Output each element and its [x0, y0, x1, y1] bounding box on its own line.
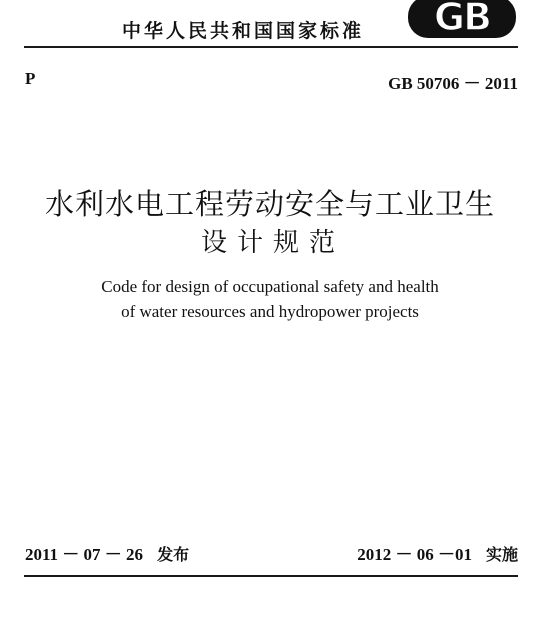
implement-date: 2012 － 06 －01 — [357, 545, 472, 564]
bottom-rule — [24, 575, 518, 577]
implement-date-block — [357, 540, 518, 565]
gb-logo-text: GB — [433, 0, 491, 39]
issue-date: 2011 － 07 － 26 — [25, 545, 144, 564]
issue-label: 发布 — [157, 545, 190, 564]
implement-label: 实施 — [485, 545, 518, 564]
category-code: P — [25, 69, 36, 88]
english-title-line1: Code for design of occupational safety and health — [101, 277, 439, 296]
top-rule — [24, 46, 518, 48]
english-title — [0, 274, 540, 324]
gb-logo — [406, 0, 518, 40]
standard-number: GB 50706 － 2011 — [388, 74, 518, 93]
standard-type-label: 中华人民共和国国家标准 — [122, 20, 365, 42]
issue-date-block — [25, 540, 189, 565]
chinese-title-line2: 设计规范 — [200, 228, 345, 258]
english-title-line2: of water resources and hydropower projects — [121, 302, 419, 321]
chinese-title-line1: 水利水电工程劳动安全与工业卫生 — [44, 187, 495, 221]
